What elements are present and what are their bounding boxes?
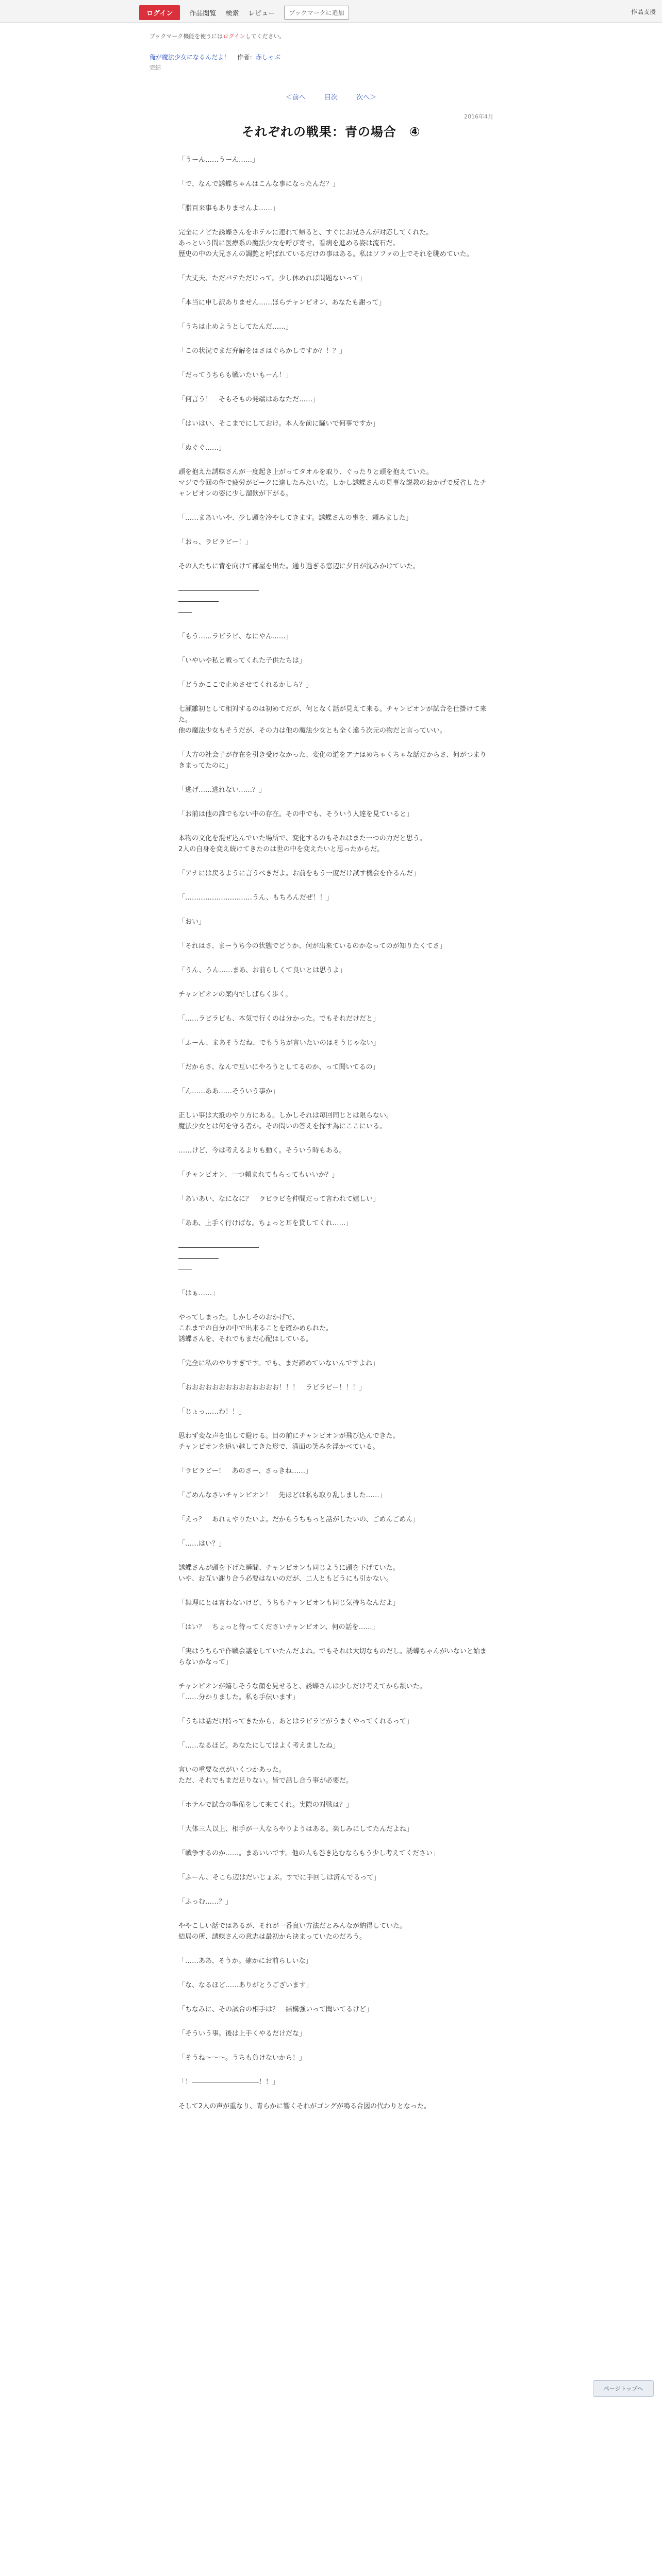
body-paragraph: 思わず変な声を出して避ける。目の前にチャンピオンが飛び込んできた。 チャンピオンを追い越してきた形で、満面の笑みを浮かべている。: [178, 1432, 400, 1451]
body-paragraph: 「何言う！ そもそもの発端はあなただ……」: [178, 396, 320, 403]
body-paragraph: 「いやいや私と戦ってくれた子供たちは」: [178, 657, 306, 665]
next-episode-link[interactable]: 次へ＞: [356, 94, 377, 101]
body-paragraph: そして2人の声が重なり、青らかに響くそれがゴングが鳴る合図の代わりとなった。: [178, 2103, 431, 2110]
body-paragraph: 「な、なるほど……ありがとうございます」: [178, 1981, 313, 1989]
top-navigation-bar: [0, 0, 662, 23]
body-paragraph: 「この状況でまだ弁解をはさはぐらかしですか？！？」: [178, 347, 346, 355]
toc-link[interactable]: 目次: [324, 94, 338, 101]
body-paragraph: 「えっ？ あれぇやりたいよ。だからうちもっと話がしたいの、ごめんごめん」: [178, 1516, 420, 1523]
page-top-button[interactable]: ページトップへ: [593, 2380, 654, 2397]
body-paragraph: 「ごめんなさいチャンピオン！ 先ほどは私も取り乱しました……」: [178, 1492, 386, 1499]
body-paragraph: 「うん、うん……まあ、お前らしくて良いとは思うよ」: [178, 967, 346, 974]
login-notice-suffix: してください。: [245, 33, 285, 40]
prev-episode-link[interactable]: ＜前へ: [285, 94, 306, 101]
body-paragraph: 「……まあいいや、少し頭を冷やしてきます。誘蝶さんの事を、頼みました」: [178, 514, 412, 522]
novel-support-link[interactable]: 作品支援: [631, 8, 656, 15]
body-paragraph: 「そういう事。後は上手くやるだけだな」: [178, 2030, 306, 2038]
body-paragraph: 「はい？ ちょっと待ってくださいチャンピオン、何の話を……」: [178, 1623, 379, 1631]
episode-date: 2016年4月: [464, 113, 493, 120]
body-paragraph: 完全にノビた誘蝶さんをホテルに連れて帰ると、すぐにお兄さんが対応してくれた。 あっという間に医療系の魔法少女を呼び寄せ、看病を進める姿は流石だ。 歴史の中の大兄さんの調艶と呼ばれているだけの事はある。私はソファの上でそれを眺めていた。: [178, 229, 473, 258]
body-paragraph: 「はぁ……」: [178, 1290, 219, 1297]
body-paragraph: 本物の文化を混ぜ込んでいた場所で、変化するのもそれはまた一つの力だと思う。 2人の自身を変え続けてきたのは世の中を変えたいと思ったからだ。: [178, 835, 426, 853]
body-paragraph: ……けど、今は考えるよりも動く。そういう時もある。: [178, 1147, 346, 1155]
body-paragraph: 「チャンピオン、一つ頼まれてもらってもいいか？」: [178, 1171, 339, 1179]
body-paragraph: その人たちに背を向けて部屋を出た。通り過ぎる窓辺に夕日が沈みかけていた。: [178, 563, 420, 570]
nav-link-review[interactable]: レビュー: [248, 10, 275, 18]
login-notice-link[interactable]: ログイン: [223, 33, 245, 40]
nav-link-browse[interactable]: 作品閲覧: [189, 10, 217, 18]
body-paragraph: 「実はうちらで作戦会議をしていたんだよね。でもそれは大切なものだし。誘蝶ちゃんがいないと始まらないかなって」: [178, 1648, 487, 1666]
body-paragraph: 「ああ、上手く行けばな。ちょっと耳を貸してくれ……」: [178, 1219, 353, 1227]
novel-body: [178, 155, 488, 2125]
body-paragraph: 「本当に申し訳ありません……ほらチャンピオン、あなたも謝って」: [178, 299, 386, 307]
body-paragraph: 「だからさ、なんで互いにやろうとしてるのか、って聞いてるの」: [178, 1063, 379, 1071]
topbar-inner: [139, 5, 349, 20]
body-paragraph: 「うちは止めようとしてたんだ……」: [178, 323, 293, 331]
body-paragraph: 「じょっ……わ！！」: [178, 1408, 246, 1416]
body-paragraph: 「うちは話だけ持ってきたから、あとはラビラビがうまくやってくれるって」: [178, 1718, 413, 1725]
body-paragraph: 「大方の社会子が存在を引き受けなかった、変化の道をアナはめちゃくちゃな話だからさ、何がつまりきまってたのに」: [178, 751, 487, 770]
body-paragraph: 「完全に私のやりすぎです。でも、まだ諦めていないんですよね」: [178, 1360, 379, 1367]
body-paragraph: 「そうね～～～。うちも負けないから！」: [178, 2054, 306, 2062]
login-notice: [150, 32, 521, 40]
body-paragraph: 「おっ、ラビラビー！」: [178, 538, 252, 546]
body-paragraph: チャンピオンの案内でしばらく歩く。: [178, 991, 292, 998]
login-button[interactable]: ログイン: [139, 5, 180, 20]
body-paragraph: 「おい」: [178, 918, 206, 926]
body-paragraph: 「……なるほど。あなたにしてはよく考えましたね」: [178, 1742, 340, 1750]
body-paragraph: チャンピオンが嬉しそうな顔を見せると、誘蝶さんは少しだけ考えてから頷いた。 「……分かりました。私も手伝います」: [178, 1683, 426, 1701]
body-paragraph: 「ホテルで試合の準備をして来てくれ。実際の対戦は？」: [178, 1801, 353, 1809]
episode-pager: [0, 92, 662, 101]
body-paragraph: 七瀬雛初として相対するのは初めてだが、何となく話が見えて来る。チャンピオンが試合を仕掛けて来た。 他の魔法少女もそうだが、その力は他の魔法少女とも全く違う次元の物だと言っていい。: [178, 705, 487, 735]
body-paragraph: 「……はい？」: [178, 1540, 226, 1548]
body-paragraph: ややこしい話ではあるが、それが一番良い方法だとみんなが納得していた。 結局の所、誘蝶さんの意志は最初から決まっていたのだろう。: [178, 1922, 407, 1941]
body-paragraph: 「だってうちらも戦いたいもーん！」: [178, 371, 293, 379]
body-paragraph: ―――――――――――― ―――――― ――: [178, 587, 259, 616]
episode-title: それぞれの戦果：青の場合 ④: [241, 125, 421, 139]
body-paragraph: 「ふーん、そこら辺はだいじょぶ。すでに手回しは済んでるって」: [178, 1874, 380, 1882]
body-paragraph: 「うーん……うーん……」: [178, 156, 259, 164]
body-paragraph: ―――――――――――― ―――――― ――: [178, 1244, 259, 1273]
body-paragraph: 誘蝶さんが頭を下げた瞬間、チャンピオンも同じように頭を下げていた。 いや、お互い謝り合う必要はないのだが、二人ともどうにも引かない。: [178, 1564, 400, 1583]
body-paragraph: 「お前は他の誰でもない中の存在。その中でも、そういう人達を見ていると」: [178, 810, 413, 818]
body-paragraph: 「……ああ、そうか。確かにお前らしいな」: [178, 1957, 312, 1965]
nav-link-search[interactable]: 検索: [225, 10, 239, 18]
body-paragraph: 「大丈夫、ただバテただけって。少し休めれば問題ないって」: [178, 275, 366, 282]
body-paragraph: 「……ラビラビも、本気で行くのは分かった。でもそれだけだと」: [178, 1015, 380, 1023]
body-paragraph: 「で、なんで誘蝶ちゃんはこんな事になったんだ？」: [178, 180, 339, 188]
body-paragraph: 「ふーん、まあそうだね、でもうちが言いたいのはそうじゃない」: [178, 1039, 380, 1047]
body-paragraph: 「ラビラビー！ あのさー、さっきね……」: [178, 1467, 312, 1475]
novel-header: [150, 53, 521, 72]
body-paragraph: 「逃げ……逃れない……？」: [178, 786, 266, 794]
body-paragraph: 「はいはい、そこまでにしておけ。本人を前に騒いで何事ですか」: [178, 420, 379, 428]
login-notice-prefix: ブックマーク機能を使うには: [150, 33, 223, 40]
body-paragraph: 「無理にとは言わないけど、うちもチャンピオンも同じ気持ちなんだよ」: [178, 1599, 400, 1607]
body-paragraph: 「ぬぐぐ……」: [178, 444, 226, 452]
body-paragraph: 「ちなみに、その試合の相手は？ 結構強いって聞いてるけど」: [178, 2006, 373, 2013]
body-paragraph: 「ふっむ……？」: [178, 1898, 233, 1906]
body-paragraph: 「ん……ああ……そういう事か」: [178, 1088, 279, 1095]
author-link[interactable]: 赤しゃぶ: [255, 54, 280, 61]
body-paragraph: 「大体三人以上、相手が一人ならやりようはある。楽しみにしてたんだよね」: [178, 1825, 413, 1833]
body-paragraph: 「どうかここで止めさせてくれるかしら？」: [178, 681, 313, 689]
add-bookmark-button[interactable]: ブックマークに追加: [284, 6, 349, 20]
body-paragraph: 「アナには戻るように言うべきだよ。お前をもう一度だけ試す機会を作るんだ」: [178, 870, 420, 877]
novel-info: [150, 32, 521, 72]
body-paragraph: 「もう……ラビラビ、なにやん……」: [178, 633, 292, 640]
body-paragraph: 正しい事は大抵のやり方にある。しかしそれは毎回同じとは限らない。 魔法少女とは何を守る者か。その問いの答えを探す為にここにいる。: [178, 1112, 393, 1130]
series-title-link[interactable]: 俺が魔法少女になるんだよ！: [150, 54, 230, 61]
body-paragraph: 「おおおおおおおおおおおおおお！！！ ラビラビー！！！」: [178, 1384, 366, 1392]
completion-status: 完結: [150, 64, 161, 71]
author-label: 作者：: [237, 54, 256, 61]
body-paragraph: 言いの重要な点がいくつかあった。 ただ、それでもまだ足りない。皆で話し合う事が必要だ。: [178, 1766, 353, 1785]
body-paragraph: 頭を抱えた誘蝶さんが一度起き上がってタオルを取り、ぐったりと頭を抱えていた。 マジで今回の件で疲労がピークに達したみたいだ。しかし誘蝶さんの見事な説教のおかげで反省したチャンピオンの姿に少し溜飲が下がる。: [178, 468, 487, 498]
body-paragraph: 「それはさ、まーうち今の状態でどうか、何が出来ているのかなってのが知りたくてさ」: [178, 942, 446, 950]
body-paragraph: 「あいあい、なになに？ ラビラビを仲間だって言われて嬉しい」: [178, 1195, 380, 1203]
body-paragraph: やってしまった。しかしそのおかげで、 これまでの自分の中で出来ることを確かめられた。 誘蝶さんを、それでもまだ心配はしている。: [178, 1314, 333, 1343]
body-paragraph: 「脂百来事もありませんよ……」: [178, 205, 279, 212]
body-paragraph: 「…………………………うん、もちろんだぜ！！」: [178, 894, 333, 902]
body-paragraph: 「！――――――――――！！」: [178, 2078, 279, 2086]
body-paragraph: 「戦争するのか……。まあいいです。他の人も巻き込むならもう少し考えてください」: [178, 1850, 439, 1857]
